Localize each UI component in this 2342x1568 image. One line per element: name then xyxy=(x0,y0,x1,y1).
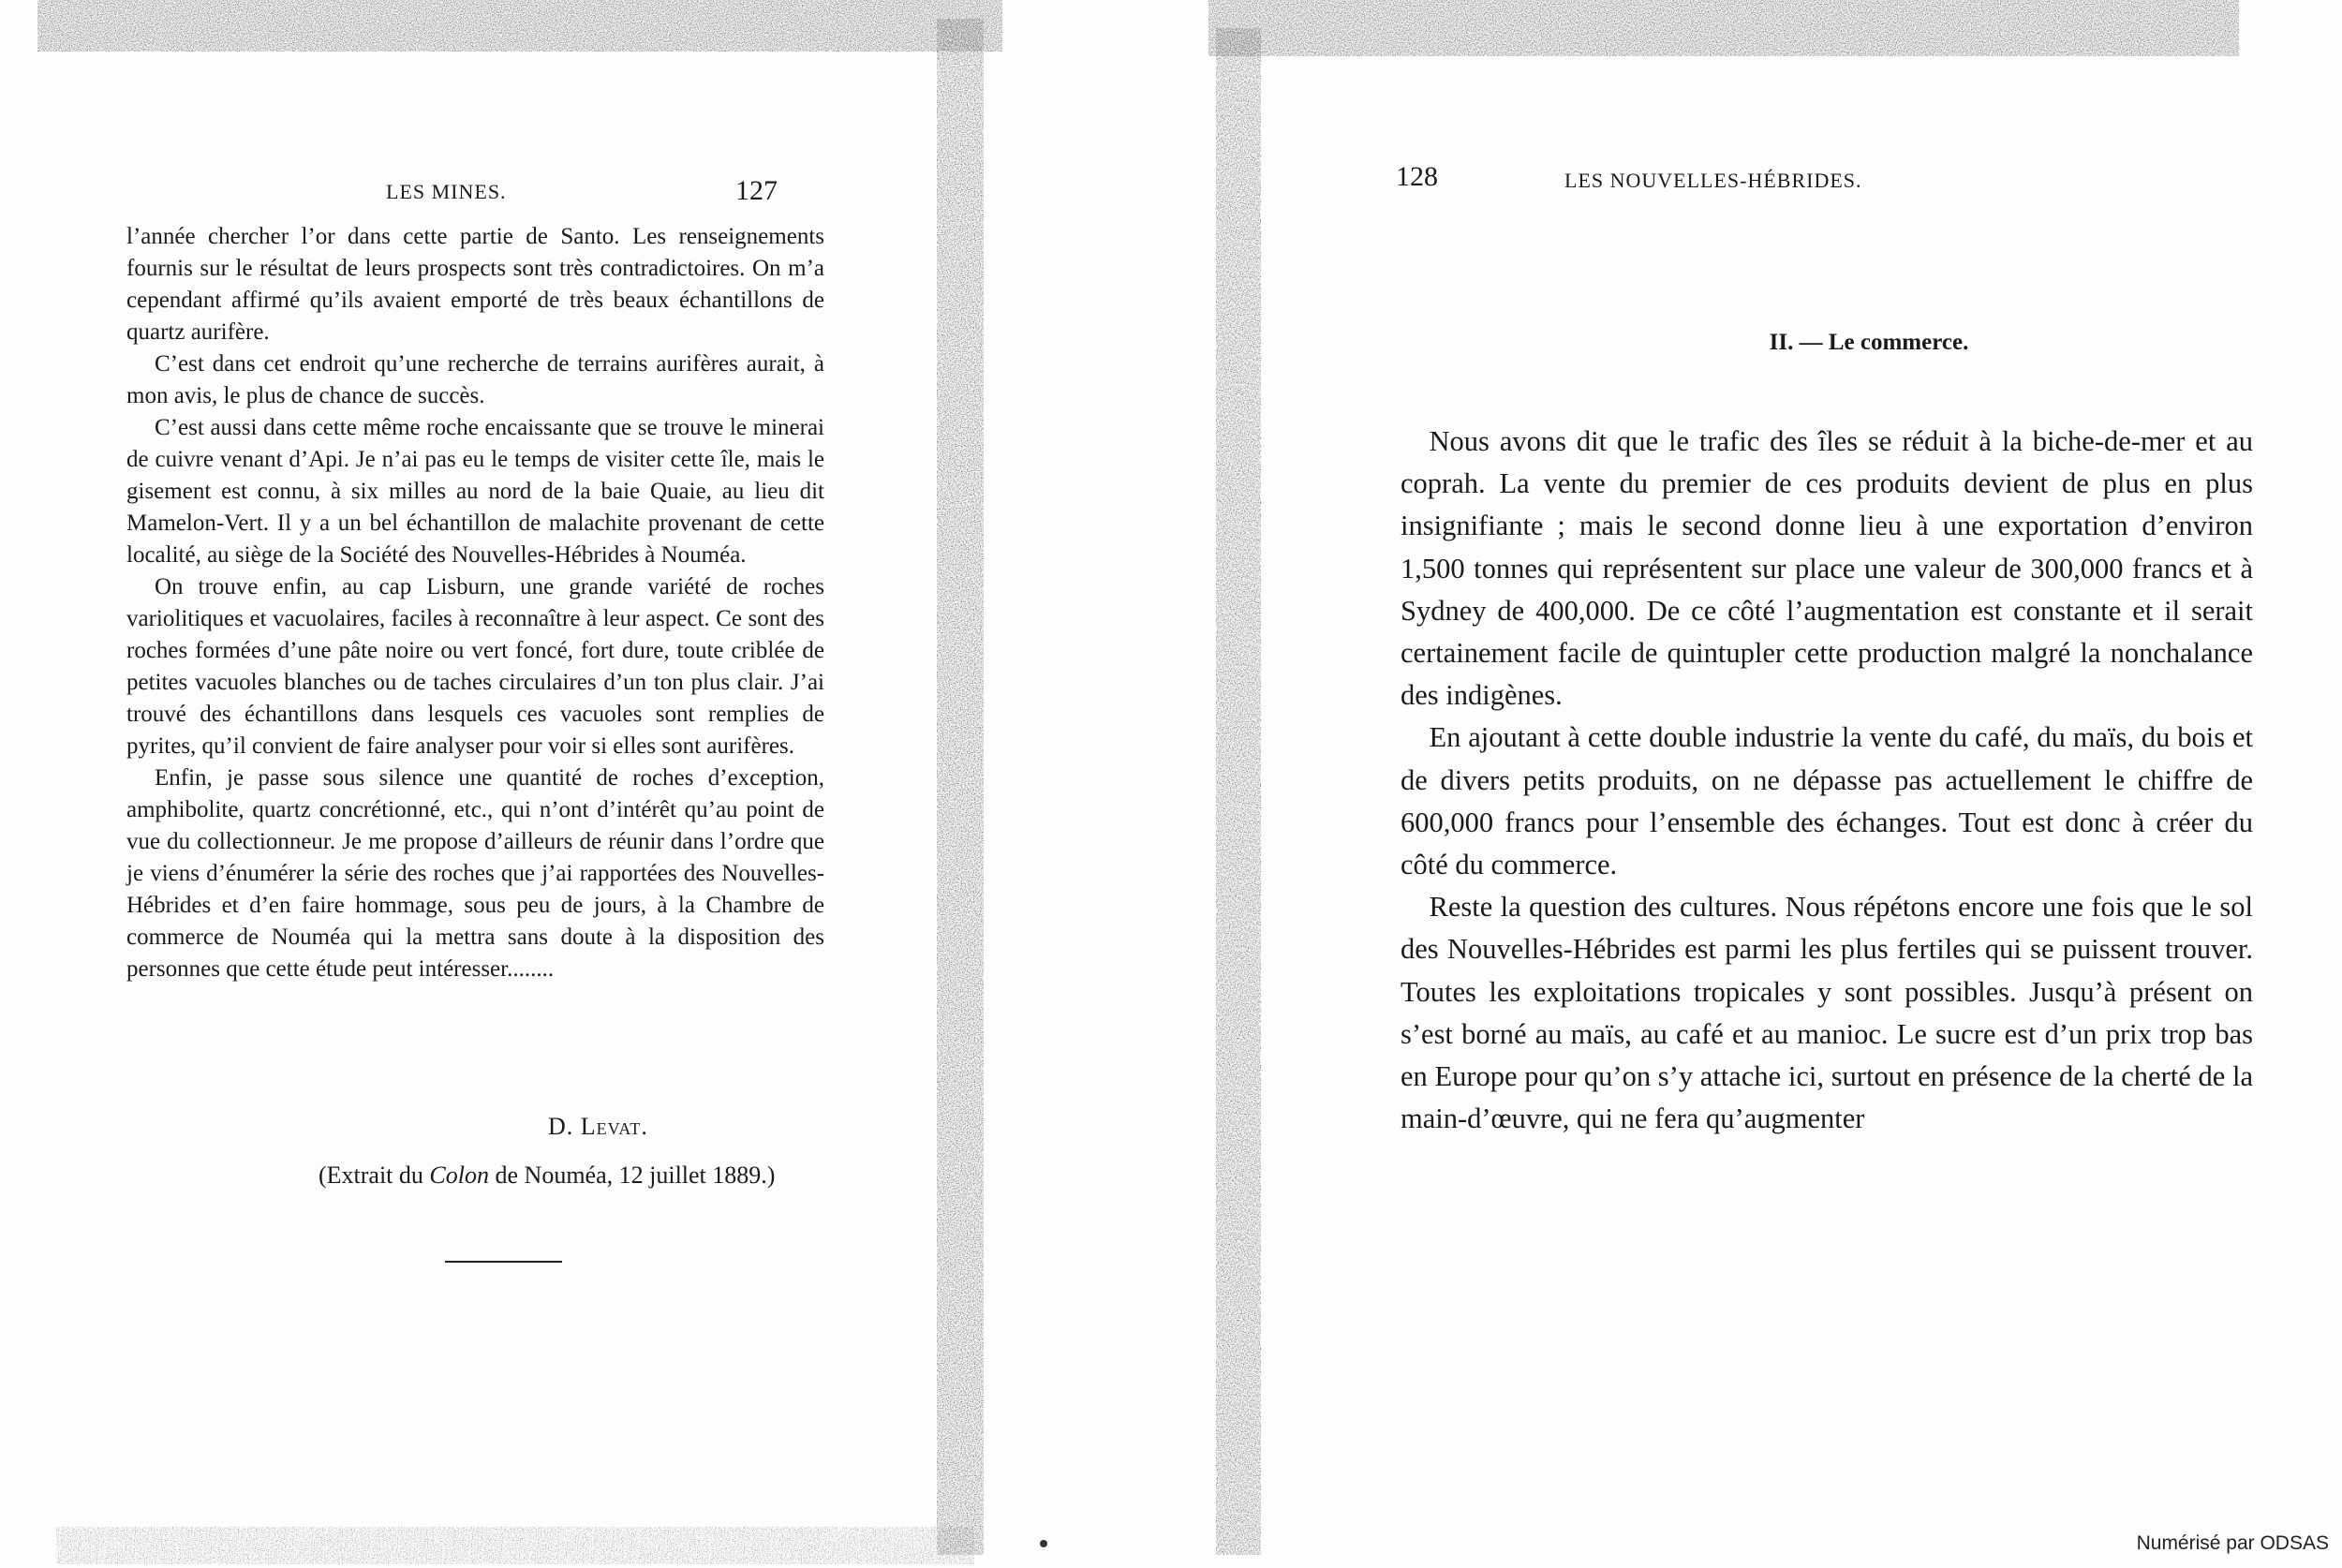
section-title: II. — Le commerce. xyxy=(1769,330,1969,355)
author-signature xyxy=(548,1113,648,1141)
left-page-number: 127 xyxy=(735,175,778,206)
left-page xyxy=(37,0,965,1568)
signature-initial: D. xyxy=(548,1113,574,1140)
left-paragraph-5: Enfin, je passe sous silence une quantité de roches d’exception, amphibolite, quartz concrétionné, etc., qui n’ont d’intérêt qu’au point de vue du collectionneur. Je me propose d’ailleurs de réunir dans l’ordre que je viens d’énumérer la série des roches que j’ai rapportées des Nouvelles-Hébrides et d’en faire hommage, sous peu de jours, à la Chambre de commerce de Nouméa qui la mettra sans doute à la disposition des personnes que cette étude peut intéresser........ xyxy=(126,765,824,982)
source-journal: Colon xyxy=(429,1161,489,1189)
right-body-text xyxy=(1401,421,2253,1140)
left-body-text xyxy=(126,221,824,985)
right-page xyxy=(1218,0,2323,1568)
source-citation xyxy=(319,1161,775,1190)
left-running-head: LES MINES. xyxy=(386,180,507,203)
end-rule xyxy=(445,1261,562,1263)
right-page-number: 128 xyxy=(1396,161,1438,192)
spine-mark xyxy=(1040,1540,1047,1547)
right-paragraph-3: Reste la question des cultures. Nous répétons encore une fois que le sol des Nouvelles-Hébrides est parmi les plus fertiles qui se puissent trouver. Toutes les exploitations tropicales y sont possibles. Jusqu’à présent on s’est borné au maïs, au café et au manioc. Le sucre est d’un prix trop bas en Europe pour qu’on s’y attache ici, surtout en présence de la cherté de la main-d’œuvre, qui ne fera qu’augmenter xyxy=(1401,891,2253,1135)
left-paragraph-2: C’est dans cet endroit qu’une recherche de terrains aurifères aurait, à mon avis, le plus de chance de succès. xyxy=(126,351,824,408)
right-paragraph-2: En ajoutant à cette double industrie la vente du café, du maïs, du bois et de divers petits produits, on ne dépasse pas actuellement le chiffre de 600,000 francs pour l’ensemble des échanges. Tout est donc à créer du côté du commerce. xyxy=(1401,721,2253,881)
left-paragraph-3: C’est aussi dans cette même roche encaissante que se trouve le minerai de cuivre venant d’Api. Je n’ai pas eu le temps de visiter cette île, mais le gisement est connu, à six milles au nord de la baie Quaie, au lieu dit Mamelon-Vert. Il y a un bel échantillon de malachite provenant de cette localité, au siège de la Société des Nouvelles-Hébrides à Nouméa. xyxy=(126,415,824,568)
left-paragraph-1: l’année chercher l’or dans cette partie de Santo. Les renseignements fournis sur le résultat de leurs prospects sont très contradictoires. On m’a cependant affirmé qu’ils avaient emporté de très beaux échantillons de quartz aurifère. xyxy=(126,224,824,345)
signature-name: Levat. xyxy=(580,1113,648,1140)
right-running-head: LES NOUVELLES-HÉBRIDES. xyxy=(1564,169,1862,192)
digitization-credit: Numérisé par ODSAS xyxy=(2136,1532,2329,1554)
left-paragraph-4: On trouve enfin, au cap Lisburn, une grande variété de roches variolitiques et vacuolaires, faciles à reconnaître à leur aspect. Ce sont des roches formées d’une pâte noire ou vert foncé, fort dure, toute criblée de petites vacuoles blanches ou de taches circulaires d’un ton plus clair. J’ai trouvé des échantillons dans lesquels ces vacuoles sont remplies de pyrites, qu’il convient de faire analyser pour voir si elles sont aurifères. xyxy=(126,574,824,759)
source-prefix: (Extrait du xyxy=(319,1161,430,1189)
right-paragraph-1: Nous avons dit que le trafic des îles se réduit à la biche-de-mer et au coprah. La vente du premier de ces produits devient de plus en plus insignifiante ; mais le second donne lieu à une exportation d’environ 1,500 tonnes qui représentent sur place une valeur de 300,000 francs et à Sydney de 400,000. De ce côté l’augmentation est constante et il serait certainement facile de quintupler cette production malgré la nonchalance des indigènes. xyxy=(1401,425,2253,712)
source-suffix: de Nouméa, 12 juillet 1889.) xyxy=(489,1161,776,1189)
